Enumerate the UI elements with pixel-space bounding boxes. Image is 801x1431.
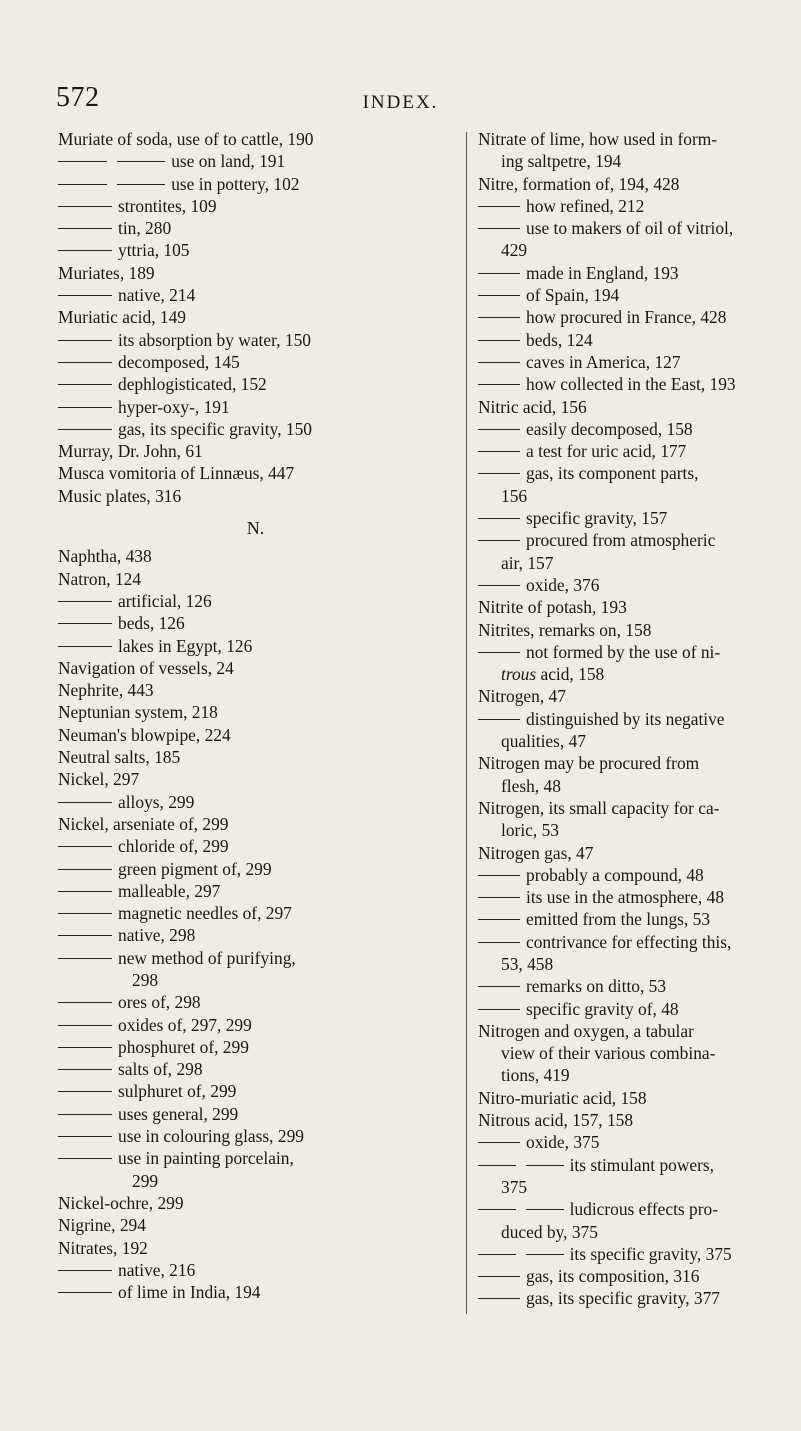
ditto-dash: [58, 935, 112, 937]
entry-text: of Spain, 194: [526, 285, 620, 306]
entry-text: decomposed, 145: [118, 351, 240, 372]
entry-text: its stimulant powers,: [569, 1154, 715, 1175]
index-entry: [478, 1131, 774, 1153]
ditto-dash: [478, 340, 520, 342]
entry-text: not formed by the use of ni-: [526, 641, 721, 662]
ditto-dash: [58, 846, 112, 848]
ditto-dash: [58, 601, 112, 603]
index-entry: [478, 931, 774, 976]
entry-text: Neutral salts, 185: [58, 747, 181, 768]
index-entry: [58, 128, 453, 150]
entry-text: Nickel-ochre, 299: [58, 1192, 184, 1213]
index-entry: [58, 635, 453, 657]
index-entry: [58, 813, 453, 835]
entry-continuation: [478, 1176, 774, 1198]
index-entry: [58, 612, 453, 634]
ditto-dash: [58, 1069, 112, 1071]
entry-text: native, 298: [118, 925, 196, 946]
entry-text: alloys, 299: [118, 791, 195, 812]
entry-text: oxides of, 297, 299: [118, 1014, 252, 1035]
entry-text: Nitrogen, its small capacity for ca-: [478, 797, 720, 818]
ditto-dash: [58, 623, 112, 625]
ditto-dash: [478, 362, 520, 364]
entry-text: malleable, 297: [118, 880, 221, 901]
index-entry: [58, 768, 453, 790]
entry-text: emitted from the lungs, 53: [526, 909, 711, 930]
entry-text: Nitrite of potash, 193: [478, 597, 627, 618]
entry-continuation-italic: trous: [501, 664, 537, 685]
entry-continuation: [478, 953, 774, 975]
ditto-dash: [478, 719, 520, 721]
entry-text: Nitrogen, 47: [478, 686, 566, 707]
entry-text: yttria, 105: [118, 240, 190, 261]
entry-text: easily decomposed, 158: [526, 418, 693, 439]
entry-text: Nitrates, 192: [58, 1237, 148, 1258]
index-entry: [58, 1080, 453, 1102]
entry-text: Nigrine, 294: [58, 1215, 146, 1236]
index-entry: [58, 835, 453, 857]
entry-text: use on land, 191: [171, 151, 286, 172]
index-entry: [478, 351, 774, 373]
ditto-dash: [478, 384, 520, 386]
ditto-dash: [478, 875, 520, 877]
entry-text: its use in the atmosphere, 48: [526, 887, 725, 908]
entry-text: beds, 126: [118, 613, 185, 634]
index-entry: [58, 679, 453, 701]
index-entry: [478, 886, 774, 908]
ditto-dash: [58, 891, 112, 893]
ditto-dash: [58, 228, 112, 230]
entry-text: distinguished by its negative: [526, 708, 725, 729]
ditto-dash: [478, 228, 520, 230]
index-entry: [478, 908, 774, 930]
index-entry: [478, 373, 774, 395]
entry-text: Neptunian system, 218: [58, 702, 218, 723]
entry-text: uses general, 299: [118, 1103, 239, 1124]
ditto-dash: [58, 184, 107, 186]
index-entry: [478, 1287, 774, 1309]
entry-text: Nitre, formation of, 194, 428: [478, 173, 680, 194]
index-entry: [58, 858, 453, 880]
index-entry: [478, 507, 774, 529]
entry-text: dephlogisticated, 152: [118, 374, 267, 395]
index-entry: [58, 485, 453, 507]
ditto-dash: [58, 1114, 112, 1116]
index-entry: [478, 1265, 774, 1287]
entry-text: gas, its composition, 316: [526, 1266, 700, 1287]
ditto-dash: [58, 869, 112, 871]
index-column-left: [58, 128, 453, 1303]
entry-continuation-text: 299: [132, 1170, 159, 1191]
index-entry: [478, 128, 774, 173]
index-entry: [58, 701, 453, 723]
index-entry: [478, 440, 774, 462]
entry-text: gas, its specific gravity, 377: [526, 1288, 720, 1309]
index-entry: [478, 574, 774, 596]
ditto-dash: [58, 958, 112, 960]
ditto-dash: [526, 1165, 564, 1167]
index-entry: [58, 173, 453, 195]
entry-text: Nephrite, 443: [58, 680, 154, 701]
index-entry: [58, 1147, 453, 1192]
index-entry: [478, 306, 774, 328]
index-entry: [478, 262, 774, 284]
entry-text: Nitrous acid, 157, 158: [478, 1110, 634, 1131]
index-entry: [58, 991, 453, 1013]
ditto-dash: [58, 340, 112, 342]
index-entry: [478, 1020, 774, 1065]
entry-continuation-text: qualities, 47: [501, 731, 587, 752]
ditto-dash: [58, 802, 112, 804]
ditto-dash: [478, 897, 520, 899]
ditto-dash: [478, 473, 520, 475]
index-entry: [58, 195, 453, 217]
index-entry: [58, 1125, 453, 1147]
index-entry: [58, 396, 453, 418]
ditto-dash: [526, 1254, 564, 1256]
entry-text: phosphuret of, 299: [118, 1036, 249, 1057]
index-entry: [478, 797, 774, 842]
entry-text: use to makers of oil of vitriol,: [526, 218, 734, 239]
index-entry: [58, 440, 453, 462]
index-column-right: [478, 128, 774, 1310]
entry-continuation-text: 375: [501, 1176, 528, 1197]
entry-continuation: [478, 485, 774, 507]
index-entry: [478, 596, 774, 618]
index-entry: [478, 396, 774, 418]
entry-continuation-text: duced by, 375: [501, 1221, 598, 1242]
index-entry: [58, 284, 453, 306]
ditto-dash: [478, 451, 520, 453]
index-entry: [478, 1087, 774, 1109]
entry-continuation: [58, 969, 453, 991]
index-entry: [58, 373, 453, 395]
index-entry: [478, 195, 774, 217]
entry-text: a test for uric acid, 177: [526, 441, 687, 462]
index-entry: [478, 842, 774, 864]
entry-text: ores of, 298: [118, 992, 201, 1013]
index-entry: [58, 657, 453, 679]
ditto-dash: [58, 362, 112, 364]
entry-text: Nickel, 297: [58, 769, 140, 790]
entry-continuation: [478, 150, 774, 172]
index-entry: [58, 150, 453, 172]
section-letter-heading: N.: [246, 518, 265, 539]
ditto-dash: [478, 1142, 520, 1144]
ditto-dash: [478, 518, 520, 520]
ditto-dash: [478, 429, 520, 431]
index-entry: [58, 880, 453, 902]
entry-text: Nitrites, remarks on, 158: [478, 619, 652, 640]
ditto-dash: [58, 295, 112, 297]
ditto-dash: [478, 919, 520, 921]
entry-continuation-text: ing saltpetre, 194: [501, 151, 622, 172]
index-entry: [478, 1154, 774, 1199]
index-entry: [58, 590, 453, 612]
entry-text: magnetic needles of, 297: [118, 903, 292, 924]
index-entry: [478, 975, 774, 997]
ditto-dash: [478, 295, 520, 297]
entry-text: of lime in India, 194: [118, 1282, 261, 1303]
index-entry: [478, 685, 774, 707]
entry-text: probably a compound, 48: [526, 864, 704, 885]
entry-text: artificial, 126: [118, 590, 212, 611]
entry-text: caves in America, 127: [526, 351, 681, 372]
index-entry: [478, 1198, 774, 1243]
entry-text: lakes in Egypt, 126: [118, 635, 253, 656]
ditto-dash: [58, 1025, 112, 1027]
entry-text: Navigation of vessels, 24: [58, 657, 234, 678]
entry-continuation-text: 156: [501, 485, 528, 506]
entry-continuation: [478, 819, 774, 841]
index-entry: [58, 1103, 453, 1125]
index-entry: [58, 1036, 453, 1058]
index-entry: [58, 306, 453, 328]
entry-text: Nitrogen and oxygen, a tabular: [478, 1020, 694, 1041]
entry-text: sulphuret of, 299: [118, 1081, 237, 1102]
entry-text: contrivance for effecting this,: [526, 931, 732, 952]
index-entry: [58, 262, 453, 284]
entry-text: Nickel, arseniate of, 299: [58, 813, 229, 834]
ditto-dash: [526, 1209, 564, 1211]
ditto-dash: [478, 1254, 516, 1256]
entry-continuation-text: air, 157: [501, 552, 554, 573]
entry-text: Muriates, 189: [58, 262, 155, 283]
index-entry: [58, 462, 453, 484]
index-entry: [478, 998, 774, 1020]
index-entry: [478, 619, 774, 641]
entry-text: Muriate of soda, use of to cattle, 190: [58, 129, 314, 149]
index-entry: [478, 217, 774, 262]
ditto-dash: [478, 986, 520, 988]
entry-text: strontites, 109: [118, 195, 217, 216]
entry-text: use in painting porcelain,: [118, 1148, 294, 1169]
ditto-dash: [58, 1292, 112, 1294]
entry-continuation-text: 298: [132, 969, 159, 990]
entry-continuation-text: loric, 53: [501, 820, 559, 841]
ditto-dash: [58, 913, 112, 915]
entry-text: oxide, 376: [526, 574, 600, 595]
entry-continuation: [478, 663, 774, 685]
entry-text: its absorption by water, 150: [118, 329, 311, 350]
index-entry: [478, 173, 774, 195]
ditto-dash: [117, 184, 166, 186]
entry-text: native, 214: [118, 285, 196, 306]
index-entry: [58, 1192, 453, 1214]
index-entry: [58, 1259, 453, 1281]
ditto-dash: [117, 161, 166, 163]
entry-text: green pigment of, 299: [118, 858, 272, 879]
ditto-dash: [58, 1158, 112, 1160]
index-entry: [478, 329, 774, 351]
entry-text: Naphtha, 438: [58, 546, 152, 567]
ditto-dash: [58, 250, 112, 252]
entry-continuation: [478, 1042, 774, 1064]
entry-text: how procured in France, 428: [526, 307, 727, 328]
index-entry: [478, 1243, 774, 1265]
index-entry: [58, 746, 453, 768]
ditto-dash: [478, 1165, 516, 1167]
index-entry: [58, 724, 453, 746]
entry-text: Nitric acid, 156: [478, 396, 587, 417]
index-entry: [478, 1064, 774, 1086]
ditto-dash: [478, 1009, 520, 1011]
ditto-dash: [58, 384, 112, 386]
ditto-dash: [478, 206, 520, 208]
entry-continuation: [478, 775, 774, 797]
index-entry: [58, 329, 453, 351]
ditto-dash: [58, 1002, 112, 1004]
entry-continuation: [478, 239, 774, 261]
entry-text: salts of, 298: [118, 1059, 203, 1080]
entry-text: Music plates, 316: [58, 485, 182, 506]
index-entry: [58, 351, 453, 373]
ditto-dash: [478, 585, 520, 587]
page-number: 572: [56, 82, 100, 113]
index-entry: [478, 864, 774, 886]
entry-continuation: [58, 1170, 453, 1192]
entry-text: native, 216: [118, 1259, 196, 1280]
index-entry: [58, 1014, 453, 1036]
ditto-dash: [58, 1091, 112, 1093]
index-entry: [58, 902, 453, 924]
entry-continuation-text: view of their various combina-: [501, 1043, 716, 1064]
index-entry: [478, 462, 774, 507]
ditto-dash: [478, 942, 520, 944]
entry-text: Neuman's blowpipe, 224: [58, 724, 231, 745]
entry-continuation-text: 53, 458: [501, 953, 554, 974]
entry-text: beds, 124: [526, 329, 593, 350]
index-entry: [58, 1214, 453, 1236]
entry-text: Nitro-muriatic acid, 158: [478, 1087, 647, 1108]
ditto-dash: [58, 206, 112, 208]
ditto-dash: [58, 1136, 112, 1138]
entry-continuation-text: acid, 158: [536, 664, 605, 685]
ditto-dash: [478, 273, 520, 275]
index-entry: [58, 239, 453, 261]
entry-text: hyper-oxy-, 191: [118, 396, 230, 417]
entry-text: use in colouring glass, 299: [118, 1126, 304, 1147]
ditto-dash: [58, 429, 112, 431]
entry-text: how collected in the East, 193: [526, 374, 736, 395]
entry-continuation-text: flesh, 48: [501, 775, 561, 796]
ditto-dash: [58, 1047, 112, 1049]
entry-text: its specific gravity, 375: [569, 1243, 732, 1264]
ditto-dash: [478, 540, 520, 542]
entry-text: tin, 280: [118, 218, 172, 239]
column-divider: [466, 132, 467, 1314]
index-entry: [58, 545, 453, 567]
entry-text: gas, its specific gravity, 150: [118, 418, 312, 439]
entry-text: Murray, Dr. John, 61: [58, 441, 203, 462]
entry-continuation: [478, 1221, 774, 1243]
entry-text: tions, 419: [501, 1065, 570, 1086]
entry-text: Nitrogen gas, 47: [478, 842, 594, 863]
entry-text: made in England, 193: [526, 262, 679, 283]
index-entry: [478, 752, 774, 797]
index-entry: [58, 1281, 453, 1303]
entry-text: procured from atmospheric: [526, 530, 716, 551]
entry-text: Nitrogen may be procured from: [478, 753, 700, 774]
ditto-dash: [58, 161, 107, 163]
entry-text: Natron, 124: [58, 568, 142, 589]
ditto-dash: [478, 1209, 516, 1211]
entry-continuation-text: 429: [501, 240, 528, 261]
entry-text: Musca vomitoria of Linnæus, 447: [58, 463, 295, 484]
index-entry: [58, 217, 453, 239]
index-entry: [58, 418, 453, 440]
entry-text: specific gravity of, 48: [526, 998, 679, 1019]
ditto-dash: [58, 407, 112, 409]
entry-text: oxide, 375: [526, 1132, 600, 1153]
index-entry: [58, 1058, 453, 1080]
index-entry: [58, 568, 453, 590]
ditto-dash: [58, 646, 112, 648]
index-entry: [478, 641, 774, 686]
entry-text: specific gravity, 157: [526, 508, 668, 529]
index-entry: [478, 529, 774, 574]
entry-text: remarks on ditto, 53: [526, 976, 667, 997]
ditto-dash: [58, 1270, 112, 1272]
running-head: INDEX.: [362, 92, 439, 113]
entry-continuation: [478, 552, 774, 574]
entry-text: Muriatic acid, 149: [58, 307, 186, 328]
entry-text: new method of purifying,: [118, 947, 296, 968]
ditto-dash: [478, 652, 520, 654]
entry-continuation: [478, 730, 774, 752]
ditto-dash: [478, 317, 520, 319]
entry-text: how refined, 212: [526, 195, 645, 216]
entry-text: Nitrate of lime, how used in form-: [478, 129, 718, 149]
entry-text: ludicrous effects pro-: [569, 1199, 719, 1220]
ditto-dash: [478, 1298, 520, 1300]
index-entry: [58, 947, 453, 992]
index-entry: [478, 418, 774, 440]
index-entry: [58, 924, 453, 946]
index-entry: [478, 284, 774, 306]
index-entry: [478, 1109, 774, 1131]
entry-text: use in pottery, 102: [171, 173, 300, 194]
index-entry: [58, 1237, 453, 1259]
ditto-dash: [478, 1276, 520, 1278]
index-entry: [58, 791, 453, 813]
entry-text: gas, its component parts,: [526, 463, 699, 484]
index-entry: [478, 708, 774, 753]
entry-text: chloride of, 299: [118, 836, 229, 857]
